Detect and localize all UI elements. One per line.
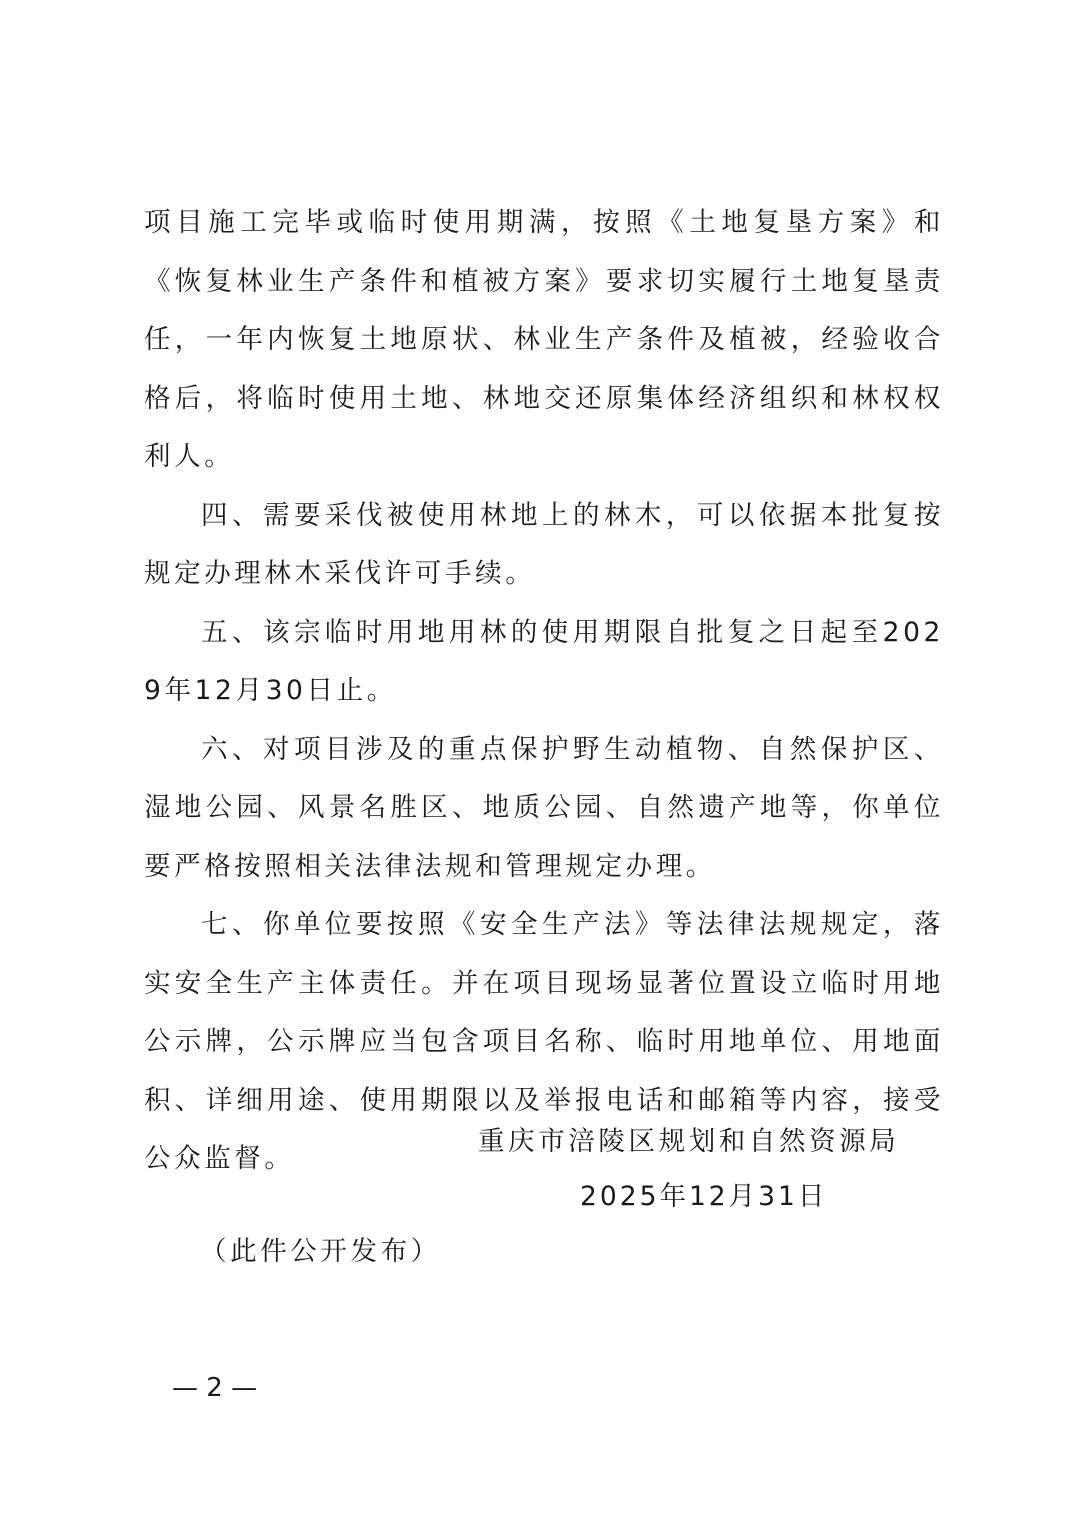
paragraph-item-4-logging: 四、需要采伐被使用林地上的林木，可以依据本批复按规定办理林木采伐许可手续。 — [144, 499, 944, 589]
issue-date: 2025年12月31日 — [580, 1181, 828, 1212]
issuing-authority: 重庆市涪陵区规划和自然资源局 — [478, 1126, 900, 1157]
document-body — [144, 194, 944, 1189]
publication-note: （此件公开发布） — [200, 1236, 441, 1267]
paragraph-item-5-term: 五、该宗临时用地用林的使用期限自批复之日起至2029年12月30日止。 — [144, 616, 944, 706]
paragraph-continuation: 项目施工完毕或临时使用期满，按照《土地复垦方案》和《恢复林业生产条件和植被方案》要求切实履行土地复垦责任，一年内恢复土地原状、林业生产条件及植被，经验收合格后，将临时使用土地、林地交还原集体经济组织和林权权利人。 — [144, 207, 944, 472]
paragraph-item-7-safety: 七、你单位要按照《安全生产法》等法律法规规定，落实安全生产主体责任。并在项目现场显著位置设立临时用地公示牌，公示牌应当包含项目名称、临时用地单位、用地面积、详细用途、使用期限以及举报电话和邮箱等内容，接受公众监督。 — [144, 909, 944, 1174]
paragraph-item-6-protection: 六、对项目涉及的重点保护野生动植物、自然保护区、湿地公园、风景名胜区、地质公园、自然遗产地等，你单位要严格按照相关法律法规和管理规定办理。 — [144, 733, 944, 882]
page-number: — 2 — — [172, 1373, 258, 1403]
